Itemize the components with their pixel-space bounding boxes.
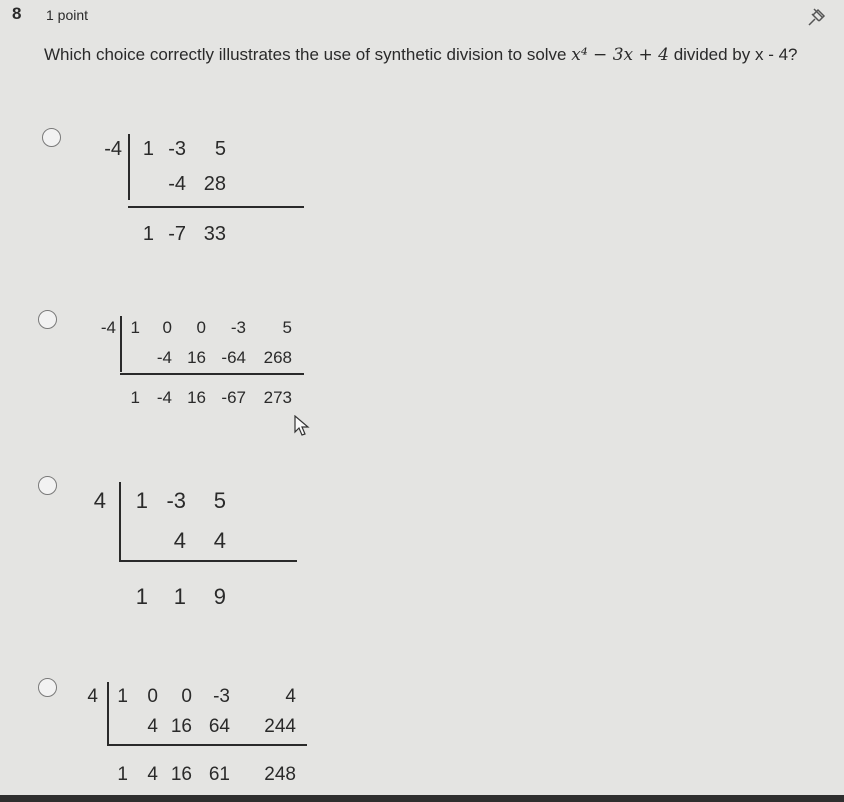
choice-c-vertical-bar bbox=[119, 482, 121, 560]
choice-b-result-row bbox=[124, 388, 292, 408]
choice-a-vertical-bar bbox=[128, 134, 130, 200]
coefficient: 5 bbox=[282, 318, 292, 337]
choice-d-vertical-bar bbox=[107, 682, 109, 744]
mouse-cursor-icon bbox=[293, 415, 311, 437]
choice-b-vertical-bar bbox=[120, 316, 122, 372]
question-text-after: divided by x - 4? bbox=[668, 45, 798, 64]
coefficient: -3 bbox=[213, 686, 230, 707]
product-value: 244 bbox=[264, 716, 296, 737]
product-value: 64 bbox=[208, 716, 230, 737]
choice-a-radio[interactable] bbox=[42, 128, 61, 147]
choice-d-horizontal-bar bbox=[107, 744, 307, 746]
product-value: 16 bbox=[187, 348, 206, 367]
choice-b-top-row bbox=[124, 318, 292, 338]
pin-icon[interactable] bbox=[806, 6, 828, 28]
result-value: 1 bbox=[142, 223, 154, 245]
product-value: -4 bbox=[156, 348, 172, 367]
result-value: -4 bbox=[156, 388, 172, 407]
product-value: -64 bbox=[221, 348, 246, 367]
result-value: 1 bbox=[135, 584, 148, 609]
choice-d-middle-row bbox=[114, 716, 296, 738]
question-points: 1 point bbox=[46, 7, 89, 23]
question-text bbox=[44, 42, 830, 68]
choice-c-top-row bbox=[130, 488, 226, 514]
result-value: 9 bbox=[213, 584, 226, 609]
choice-b-middle-row bbox=[124, 348, 292, 368]
choice-c-middle-row bbox=[130, 528, 226, 554]
choice-a-horizontal-bar bbox=[128, 206, 304, 208]
choice-c-divisor: 4 bbox=[93, 488, 106, 513]
product-value: 16 bbox=[170, 716, 192, 737]
bottom-edge bbox=[0, 795, 844, 802]
product-value: -4 bbox=[168, 173, 186, 195]
choice-a-result-row bbox=[138, 223, 226, 246]
coefficient: 0 bbox=[181, 686, 192, 707]
choice-d-top-row bbox=[114, 686, 296, 708]
question-number: 8 bbox=[12, 4, 22, 23]
coefficient: 4 bbox=[285, 686, 296, 707]
coefficient: 1 bbox=[130, 318, 140, 337]
product-value bbox=[124, 348, 140, 368]
product-value: 4 bbox=[173, 528, 186, 553]
result-value: 1 bbox=[130, 388, 140, 407]
product-value: 28 bbox=[203, 173, 226, 195]
choice-a-top-row bbox=[138, 138, 226, 161]
coefficient: 5 bbox=[214, 138, 226, 160]
coefficient: 1 bbox=[142, 138, 154, 160]
product-value: 4 bbox=[147, 716, 158, 737]
result-value: 1 bbox=[117, 764, 128, 785]
coefficient: 0 bbox=[162, 318, 172, 337]
coefficient: 1 bbox=[117, 686, 128, 707]
choice-d-result-row bbox=[114, 764, 296, 786]
result-value: 1 bbox=[173, 584, 186, 609]
choice-c-radio[interactable] bbox=[38, 476, 57, 495]
coefficient: 0 bbox=[147, 686, 158, 707]
result-value: -7 bbox=[168, 223, 186, 245]
product-value bbox=[130, 528, 148, 554]
question-expression: x⁴ − 3x + 4 bbox=[571, 45, 669, 65]
result-value: -67 bbox=[221, 388, 246, 407]
coefficient: 1 bbox=[135, 488, 148, 513]
product-value bbox=[114, 716, 128, 738]
coefficient: -3 bbox=[168, 138, 186, 160]
choice-a-middle-row bbox=[138, 173, 226, 196]
choice-b-horizontal-bar bbox=[120, 373, 304, 375]
product-value: 268 bbox=[263, 348, 292, 367]
choice-d-divisor: 4 bbox=[87, 686, 98, 707]
question-text-before: Which choice correctly illustrates the use of synthetic division to solve bbox=[44, 45, 572, 64]
result-value: 16 bbox=[187, 388, 206, 407]
coefficient: 0 bbox=[196, 318, 206, 337]
product-value bbox=[138, 173, 154, 196]
result-value: 61 bbox=[208, 764, 230, 785]
coefficient: -3 bbox=[230, 318, 246, 337]
result-value: 273 bbox=[263, 388, 292, 407]
coefficient: -3 bbox=[166, 488, 186, 513]
choice-c-horizontal-bar bbox=[119, 560, 297, 562]
result-value: 16 bbox=[170, 764, 192, 785]
choice-c-result-row bbox=[130, 584, 226, 610]
coefficient: 5 bbox=[213, 488, 226, 513]
result-value: 4 bbox=[147, 764, 158, 785]
choice-d-radio[interactable] bbox=[38, 678, 57, 697]
choice-a-divisor: -4 bbox=[104, 138, 122, 160]
choice-b-radio[interactable] bbox=[38, 310, 57, 329]
result-value: 33 bbox=[203, 223, 226, 245]
choice-b-divisor: -4 bbox=[100, 318, 116, 337]
result-value: 248 bbox=[264, 764, 296, 785]
product-value: 4 bbox=[213, 528, 226, 553]
